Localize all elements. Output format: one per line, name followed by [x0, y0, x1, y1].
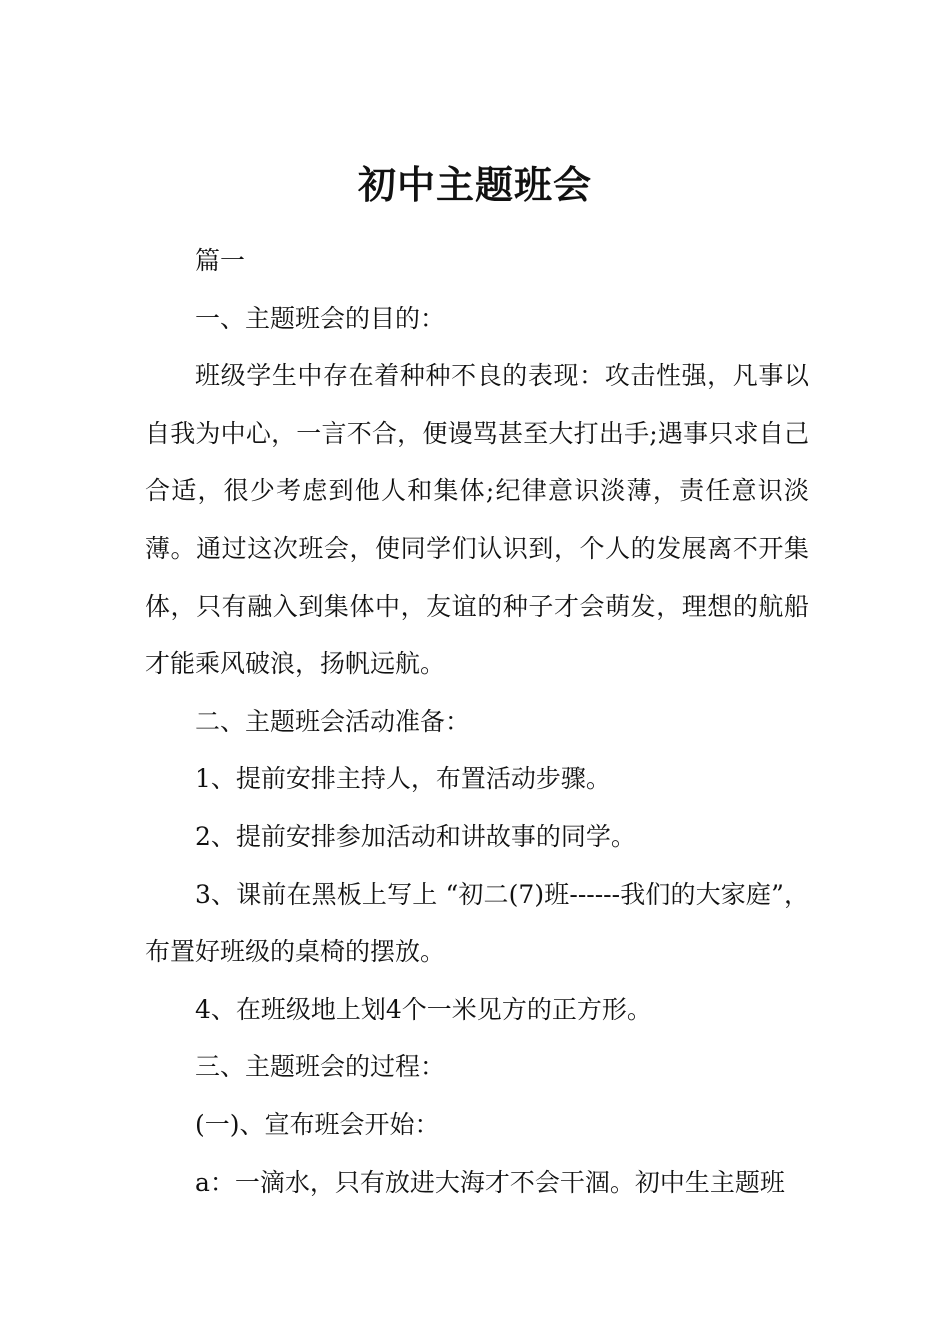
- section-label: 篇一: [195, 246, 246, 275]
- paragraph-purpose: 班级学生中存在着种种不良的表现：攻击性强，凡事以自我为中心，一言不合，便谩骂甚至大打出手;遇事只求自己合适，很少考虑到他人和集体;纪律意识淡薄，责任意识淡薄。通过这次班会，使同学们认识到，个人的发展离不开集体，只有融入到集体中，友谊的种子才会萌发，理想的航船才能乘风破浪，扬帆远航。: [145, 361, 809, 679]
- list-item-2: 2、提前安排参加活动和讲故事的同学。: [195, 821, 636, 851]
- paragraph-a: a：一滴水，只有放进大海才不会干涸。初中生主题班: [195, 1167, 785, 1197]
- list-item-4: 4、在班级地上划4个一米见方的正方形。: [195, 994, 652, 1024]
- list-item-1: 1、提前安排主持人，布置活动步骤。: [195, 764, 611, 794]
- heading-purpose: 一、主题班会的目的：: [195, 303, 446, 333]
- heading-preparation: 二、主题班会活动准备：: [195, 706, 471, 736]
- document-body: [145, 232, 809, 1211]
- list-item-3: 3、课前在黑板上写上 “初二(7)班------我们的大家庭”，布置好班级的桌椅的摆放。: [145, 879, 809, 967]
- document-title: 初中主题班会: [357, 162, 592, 207]
- heading-process: 三、主题班会的过程：: [195, 1052, 446, 1082]
- subheading-start: (一)、宣布班会开始：: [195, 1109, 440, 1139]
